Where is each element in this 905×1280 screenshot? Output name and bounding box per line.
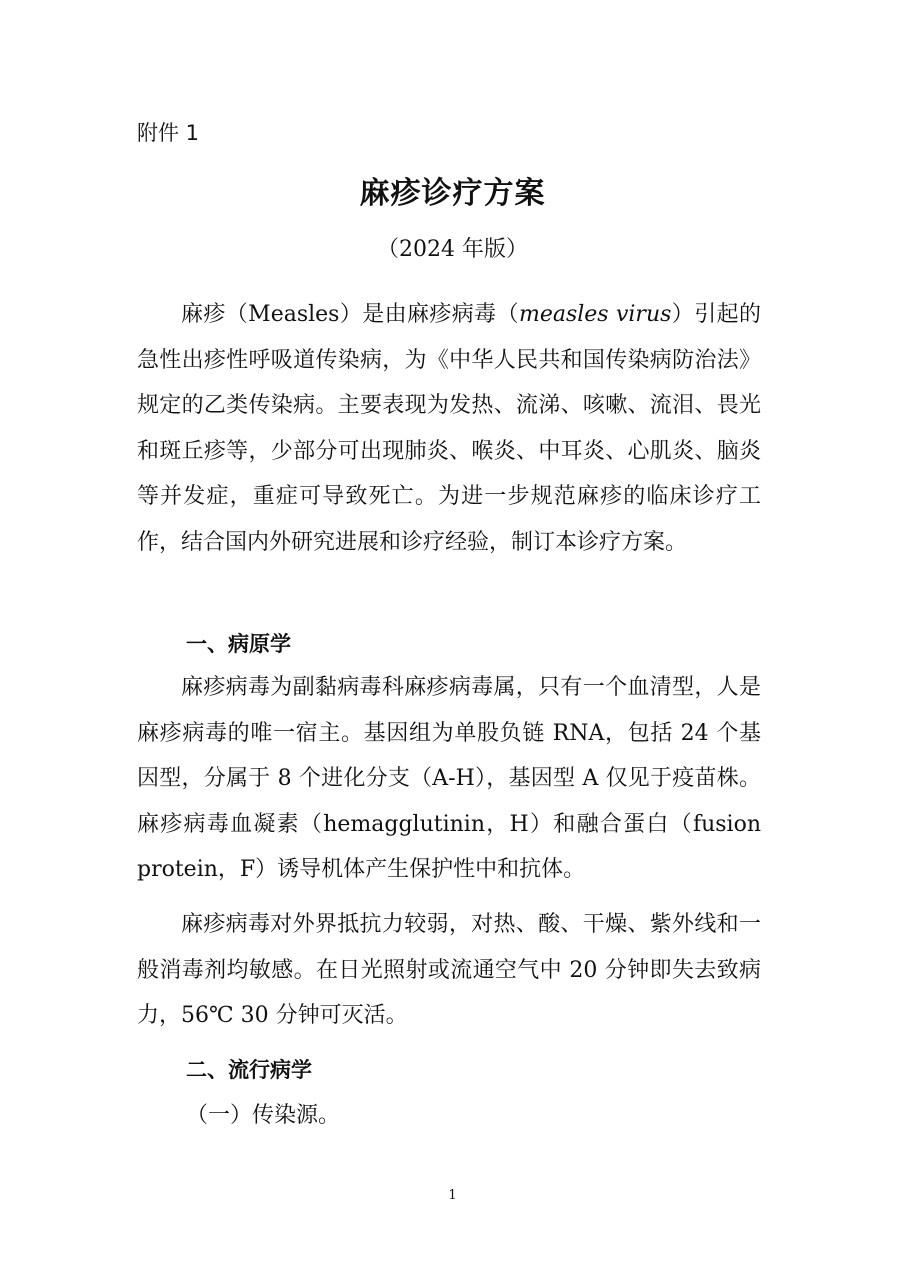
attachment-label: 附件 1 bbox=[137, 121, 200, 145]
intro-text-part2: ）引起的急性出疹性呼吸道传染病，为《中华人民共和国传染病防治法》规定的乙类传染病。主要表现为发热、流涕、咳嗽、流泪、畏光和斑丘疹等，少部分可出现肺炎、喉炎、中耳炎、心肌炎、脑炎等并发症，重症可导致死亡。为进一步规范麻疹的临床诊疗工作，结合国内外研究进展和诊疗经验，制订本诊疗方案。 bbox=[137, 302, 761, 555]
section-heading-epidemiology: 二、流行病学 bbox=[186, 1058, 312, 1082]
etiology-paragraph-2: 麻疹病毒对外界抵抗力较弱，对热、酸、干燥、紫外线和一般消毒剂均敏感。在日光照射或流通空气中 20 分钟即失去致病力，56℃ 30 分钟可灭活。 bbox=[137, 912, 761, 1028]
subheading-source-of-infection: （一）传染源。 bbox=[186, 1103, 341, 1128]
document-title: 麻疹诊疗方案 bbox=[359, 176, 546, 211]
intro-virus-name: measles virus bbox=[518, 302, 672, 327]
intro-paragraph bbox=[137, 292, 761, 565]
intro-text-part1: 麻疹（Measles）是由麻疹病毒（ bbox=[181, 302, 519, 327]
page-number: 1 bbox=[448, 1188, 457, 1203]
etiology-paragraph-1: 麻疹病毒为副黏病毒科麻疹病毒属，只有一个血清型，人是麻疹病毒的唯一宿主。基因组为单股负链 RNA，包括 24 个基因型，分属于 8 个进化分支（A-H），基因型 A 仅见于疫苗株。麻疹病毒血凝素（hemagglutinin，H）和融合蛋白（fusion protein，F）诱导机体产生保护性中和抗体。 bbox=[137, 675, 761, 882]
edition-label: （2024 年版） bbox=[377, 237, 528, 262]
section-heading-etiology: 一、病原学 bbox=[186, 632, 291, 656]
